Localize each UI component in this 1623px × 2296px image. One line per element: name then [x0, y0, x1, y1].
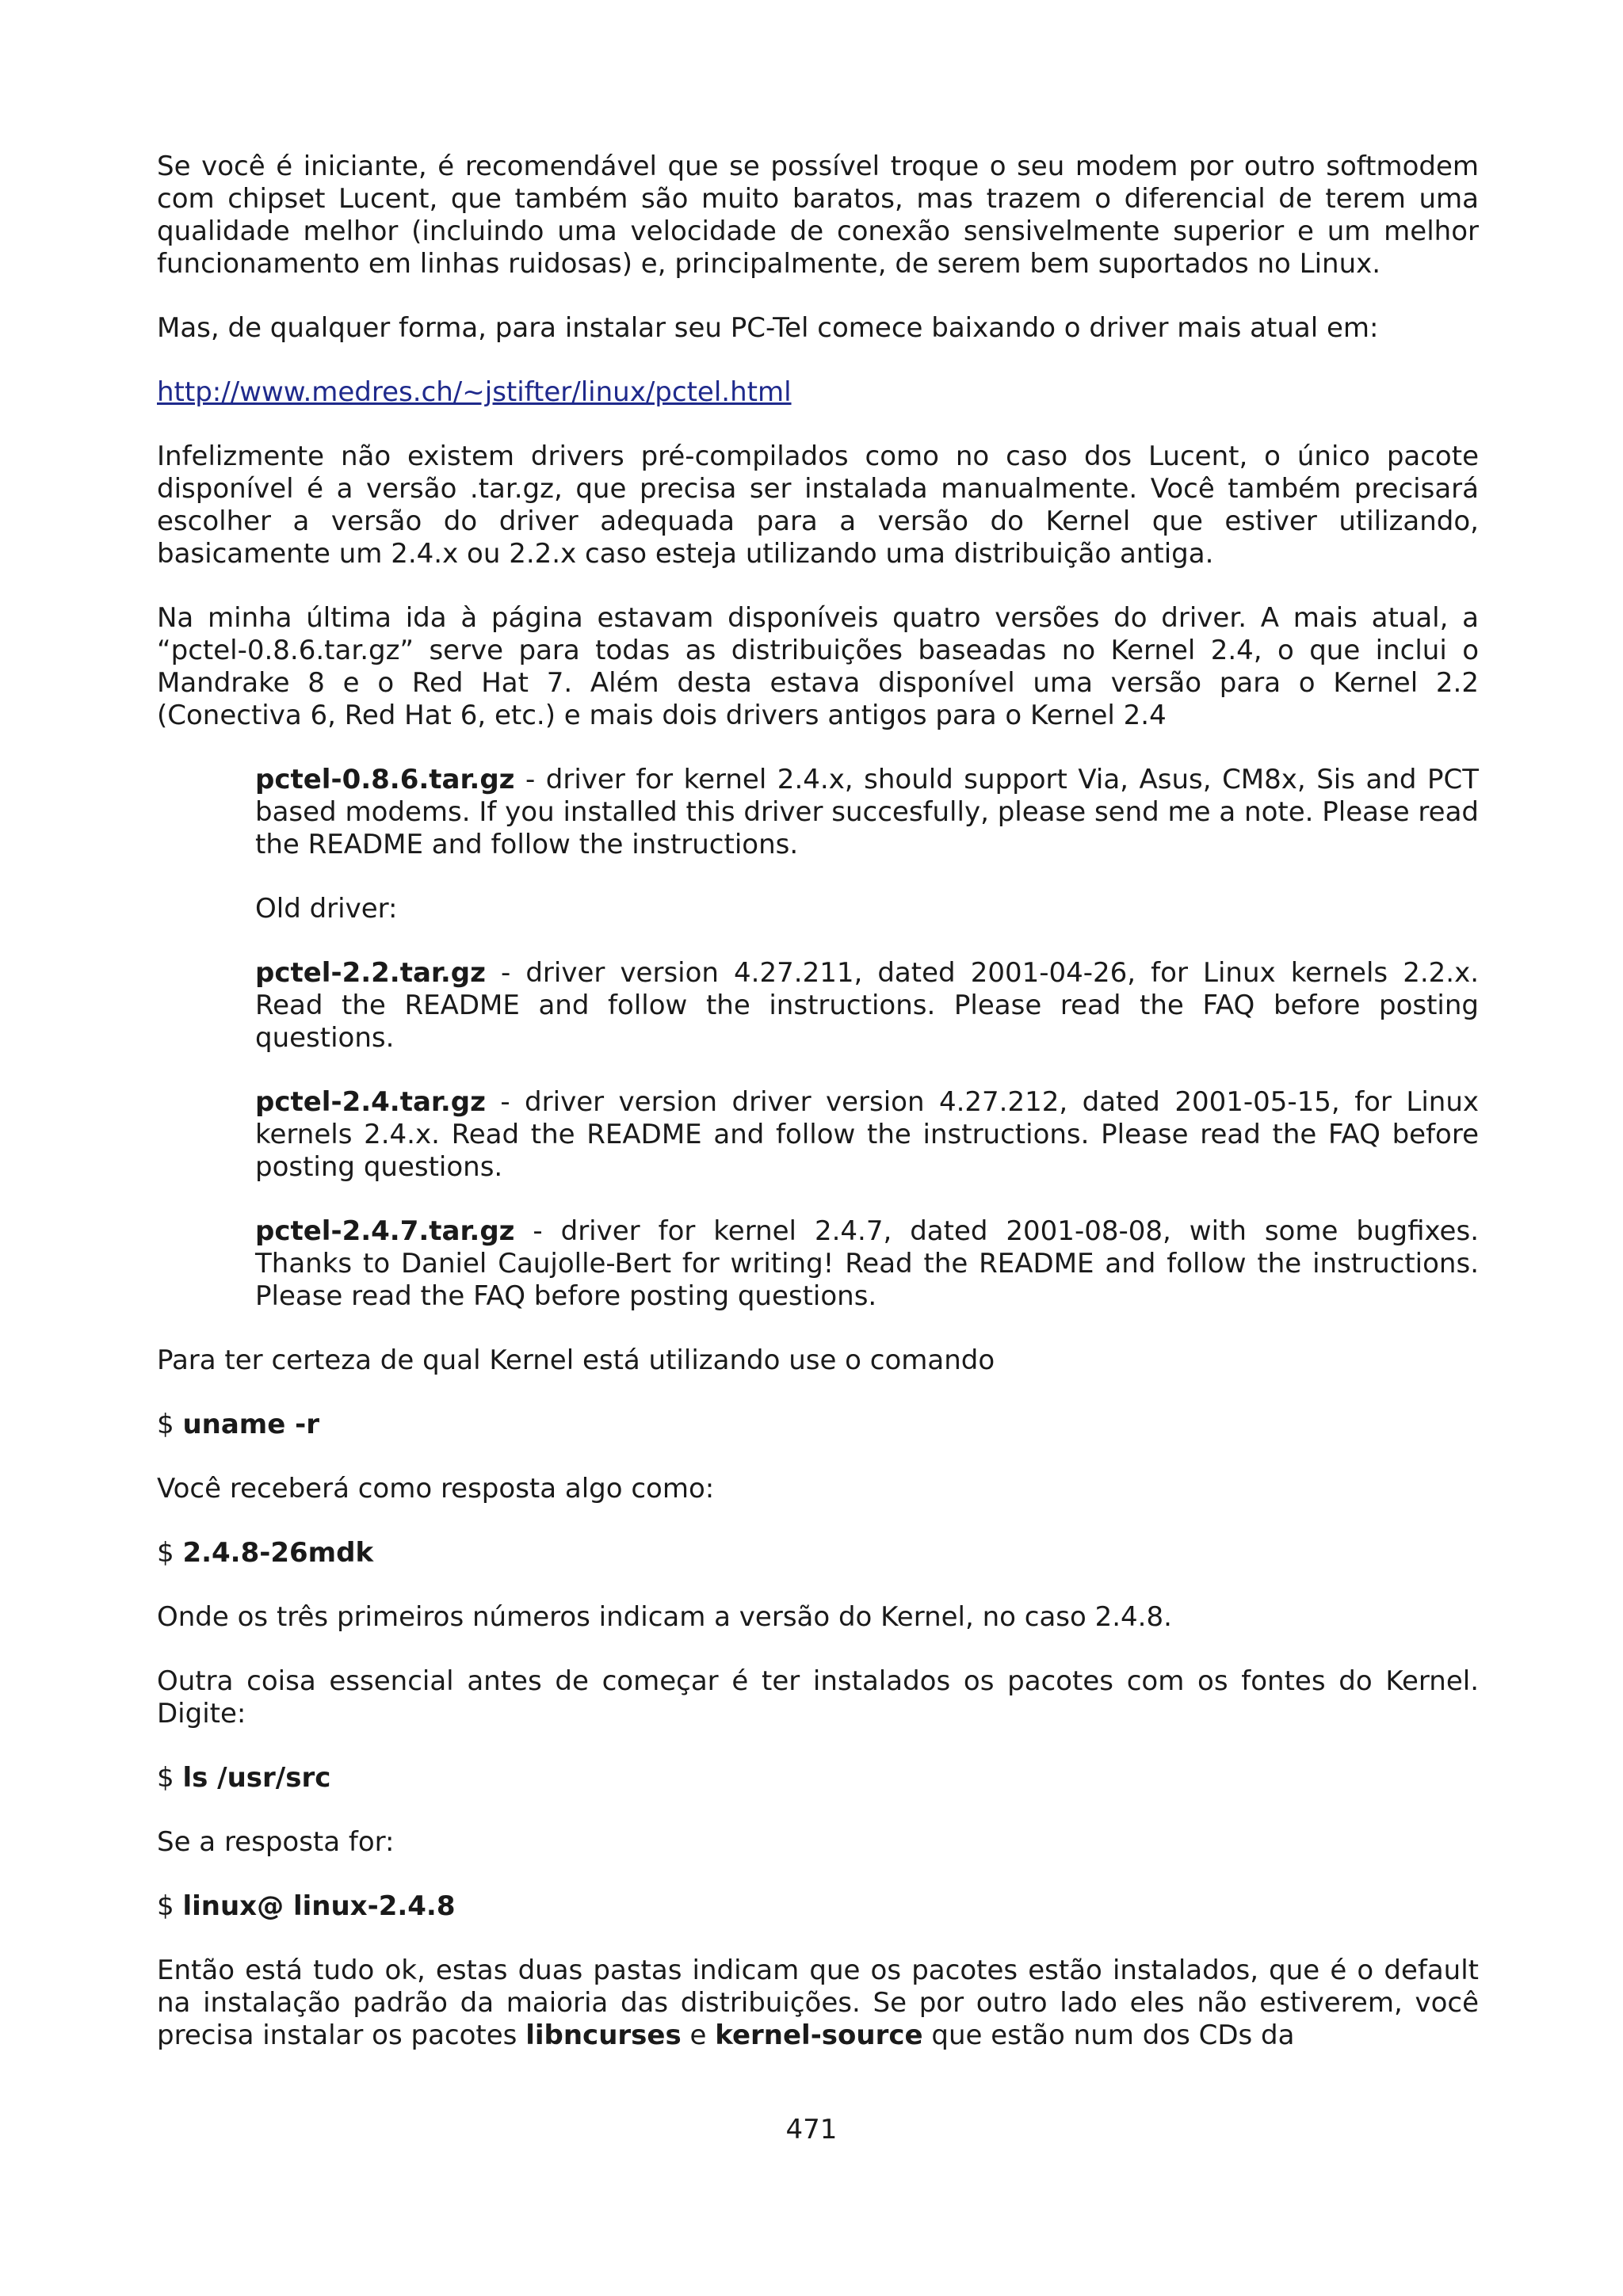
paragraph-text: que estão num dos CDs da — [922, 2019, 1295, 2051]
paragraph-text: Então está tudo ok, estas duas pastas indicam que os pacotes estão instalados, que é o default na instalação padrão da maioria das distribuições. Se por outro lado eles não estiverem, você precisa instalar os pacotes — [157, 1955, 1479, 2051]
driver-name: pctel-2.2.tar.gz — [255, 957, 486, 989]
paragraph-text: e — [681, 2019, 716, 2051]
paragraph-packages — [157, 1955, 1479, 2052]
driver-description: - driver for kernel 2.4.7, dated 2001-08-08, with some bugfixes. Thanks to Daniel Caujolle-Bert for writing! Read the README and follow the instructions. Please read the FAQ before posting questions. — [255, 1215, 1479, 1312]
command-output-ls — [157, 1890, 1479, 1923]
prompt-symbol: $ — [157, 1409, 183, 1440]
paragraph-no-precompiled: Infelizmente não existem drivers pré-compilados como no caso dos Lucent, o único pacote disponível é a versão .tar.gz, que precisa ser instalada manualmente. Você também precisará escolher a versão do driver adequada para a versão do Kernel que estiver utilizando, basicamente um 2.4.x ou 2.2.x caso esteja utilizando uma distribuição antiga. — [157, 441, 1479, 570]
driver-link-paragraph — [157, 376, 1479, 409]
paragraph-download: Mas, de qualquer forma, para instalar seu PC-Tel comece baixando o driver mais atual em: — [157, 312, 1379, 344]
page-number: 471 — [785, 2114, 838, 2145]
driver-description: - driver version driver version 4.27.212, dated 2001-05-15, for Linux kernels 2.4.x. Read the README and follow the instructions. Please read the FAQ before posting questions. — [255, 1086, 1479, 1183]
paragraph-versions: Na minha última ida à página estavam disponíveis quatro versões do driver. A mais atual, a “pctel-0.8.6.tar.gz” serve para todas as distribuições baseadas no Kernel 2.4, o que inclui o Mandrake 8 e o Red Hat 7. Além desta estava disponível uma versão para o Kernel 2.2 (Conectiva 6, Red Hat 6, etc.) e mais dois drivers antigos para o Kernel 2.4 — [157, 602, 1479, 731]
driver-name: pctel-2.4.tar.gz — [255, 1086, 486, 1118]
command-line-ls — [157, 1762, 1479, 1794]
command-text: 2.4.8-26mdk — [182, 1537, 374, 1569]
driver-name: pctel-0.8.6.tar.gz — [255, 764, 515, 795]
driver-entry-pctel-247 — [255, 1215, 1479, 1313]
paragraph-response: Você receberá como resposta algo como: — [157, 1473, 715, 1505]
command-text: uname -r — [182, 1409, 320, 1440]
driver-url-link[interactable]: http://www.medres.ch/~jstifter/linux/pctel.html — [157, 376, 792, 408]
command-text: ls /usr/src — [182, 1762, 331, 1794]
driver-name: pctel-2.4.7.tar.gz — [255, 1215, 515, 1247]
command-output-version — [157, 1537, 1479, 1569]
driver-description: - driver for kernel 2.4.x, should support Via, Asus, CM8x, Sis and PCT based modems. If you installed this driver succesfully, please send me a note. Please read the README and follow the instructions. — [255, 764, 1479, 860]
document-page — [157, 151, 1479, 2084]
prompt-symbol: $ — [157, 1537, 183, 1569]
driver-entry-pctel-24 — [255, 1086, 1479, 1184]
package-libncurses: libncurses — [525, 2019, 682, 2051]
paragraph-check-kernel: Para ter certeza de qual Kernel está utilizando use o comando — [157, 1344, 995, 1376]
paragraph-kernel-sources: Outra coisa essencial antes de começar é ter instalados os pacotes com os fontes do Kernel. Digite: — [157, 1665, 1479, 1730]
driver-entry-pctel-22 — [255, 957, 1479, 1055]
paragraph-intro: Se você é iniciante, é recomendável que se possível troque o seu modem por outro softmodem com chipset Lucent, que também são muito baratos, mas trazem o diferencial de terem uma qualidade melhor (incluindo uma velocidade de conexão sensivelmente superior e um melhor funcionamento em linhas ruidosas) e, principalmente, de serem bem suportados no Linux. — [157, 151, 1479, 280]
command-line-uname — [157, 1409, 1479, 1441]
prompt-symbol: $ — [157, 1762, 183, 1794]
command-text: linux@ linux-2.4.8 — [182, 1890, 456, 1922]
old-driver-label: Old driver: — [255, 893, 398, 925]
driver-entry-pctel-086 — [255, 764, 1479, 861]
driver-description: - driver version 4.27.211, dated 2001-04-26, for Linux kernels 2.2.x. Read the README and follow the instructions. Please read the FAQ before posting questions. — [255, 957, 1479, 1054]
prompt-symbol: $ — [157, 1890, 183, 1922]
paragraph-version-explained: Onde os três primeiros números indicam a versão do Kernel, no caso 2.4.8. — [157, 1601, 1172, 1633]
package-kernel-source: kernel-source — [715, 2019, 923, 2051]
paragraph-if-response: Se a resposta for: — [157, 1826, 395, 1858]
